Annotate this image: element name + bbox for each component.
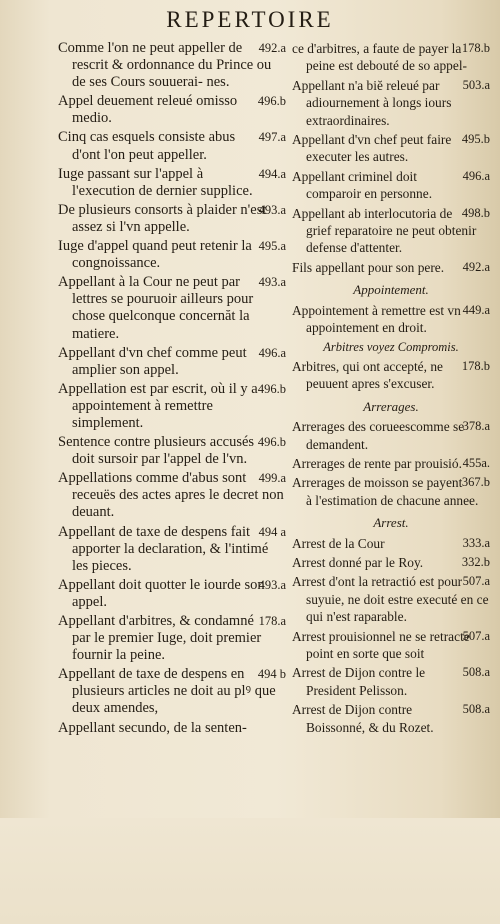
- entry-text: De plusieurs consorts à plaider n'est assez si l'vn appelle.: [58, 201, 267, 235]
- index-entry: [58, 434, 286, 468]
- page-reference: 494.a: [258, 166, 286, 181]
- page-reference: 493.a: [258, 577, 286, 592]
- page-reference: 496.a: [462, 168, 490, 183]
- page-reference: 495.a: [258, 239, 286, 254]
- page-reference: 499.a: [258, 471, 286, 486]
- entry-text: Appellant ab interlocutoria de grief reparatoire ne peut obtenir defense d'attenter.: [292, 205, 477, 256]
- index-entry: [58, 613, 286, 664]
- index-entry: [292, 205, 490, 257]
- page-reference: 496.a: [258, 345, 286, 360]
- index-entry: [58, 202, 286, 236]
- index-entry: [58, 274, 286, 342]
- page-reference: 495.b: [461, 132, 490, 147]
- index-entry: [58, 381, 286, 432]
- arbitres-cross-reference: [292, 339, 490, 356]
- page-reference: 508.a: [462, 665, 490, 680]
- page-reference: 496.b: [257, 381, 286, 396]
- entry-text: Comme l'on ne peut appeller de rescrit & ordonnance du Prince ou de ses Cours souuerai- nes.: [58, 40, 272, 91]
- page-reference: 378.a: [462, 419, 490, 434]
- index-entry: [58, 40, 286, 91]
- index-entry: [58, 470, 286, 521]
- page-reference: 492.a: [258, 41, 286, 55]
- entry-text: Appellant d'vn chef comme peut amplier son appel.: [58, 344, 247, 378]
- index-entry: [292, 418, 490, 453]
- entry-text: Appellant doit quotter le iourde son appel.: [58, 576, 265, 610]
- right-column: [292, 40, 490, 738]
- page-reference: 494 b: [257, 667, 286, 682]
- entry-text: Appellant n'a biĕ releué par adiournement à longs iours extraordinaires.: [292, 77, 452, 128]
- entry-text: Appellant d'vn chef peut faire executer les autres.: [292, 132, 452, 165]
- index-entry: [58, 577, 286, 611]
- arrest-entries: [292, 535, 490, 736]
- arbitres-entries: [292, 358, 490, 393]
- index-entry: [58, 720, 286, 737]
- entry-text: Arrerages de moisson se payent à l'estimation de chacune annee.: [292, 475, 479, 508]
- entry-text: Appel deuement releué omisso medio.: [58, 93, 238, 127]
- index-entry: [58, 238, 286, 272]
- section-heading-arrerages: Arrerages.: [363, 398, 419, 414]
- entry-text: Arrerages de rente par prouisió.: [292, 455, 462, 471]
- arbitres-note-target: Compromis.: [397, 339, 459, 354]
- index-entry: [292, 573, 490, 625]
- entry-text: Arbitres, qui ont accepté, ne peuuent apres s'excuser.: [292, 358, 443, 392]
- entry-text: Appellations comme d'abus sont receuës des actes apres le decret non deuant.: [58, 470, 284, 521]
- entry-text: Arrest d'ont la retractió est pour suyuie, ne doit estre executé en ce qui n'est raparable.: [292, 574, 489, 625]
- page-reference: 493.a: [258, 275, 286, 290]
- page-reference: 497.a: [258, 130, 286, 145]
- entry-text: Appellant à la Cour ne peut par lettres se pouruoir ailleurs pour chose quelconque concernăt la matiere.: [58, 274, 254, 342]
- entry-text: Appellant de taxe de despens fait apporter la declaration, & l'intimé les pieces.: [58, 523, 269, 574]
- entry-text: Appointement à remettre est vn appointement en droit.: [292, 302, 461, 336]
- entry-text: Appellant secundo, de la senten-: [58, 719, 247, 736]
- index-entry: [58, 166, 286, 200]
- index-entry: [58, 666, 286, 717]
- index-entry: [292, 701, 490, 736]
- index-entry: [292, 455, 490, 472]
- entry-text: Appellant de taxe de despens en plusieurs articles ne doit au plꝰ que deux amendes,: [58, 666, 276, 717]
- left-column: [58, 40, 286, 739]
- page-reference: 496.b: [257, 94, 286, 109]
- page-reference: 332.b: [461, 554, 490, 569]
- section-heading-appointement: Appointement.: [353, 282, 429, 298]
- entry-text: Appellant d'arbitres, & condamné par le premier Iuge, doit premier fournir la peine.: [58, 613, 262, 664]
- page-reference: 494 a: [258, 524, 286, 539]
- index-entry: [58, 345, 286, 379]
- entry-text: Arrest prouisionnel ne se retracte point en sorte que soit: [292, 628, 470, 661]
- index-entry: [292, 40, 490, 75]
- index-entry: [58, 524, 286, 575]
- index-entry: [292, 664, 490, 699]
- page-reference: 493.a: [258, 202, 286, 217]
- page-reference: 498.b: [461, 205, 490, 220]
- entry-text: Arrest de Dijon contre le President Pelisson.: [292, 665, 426, 698]
- page-reference: 496.b: [257, 435, 286, 450]
- page-reference: 367.b: [461, 475, 490, 490]
- page-reference: 492.a: [462, 259, 490, 274]
- page-reference: 507.a: [462, 574, 490, 589]
- page-bottom-margin: [0, 818, 500, 924]
- entry-text: Cinq cas esquels consiste abus d'ont l'on peut appeller.: [58, 129, 236, 163]
- index-entry: [292, 131, 490, 166]
- index-entry: [292, 535, 490, 552]
- arbitres-note-text: Arbitres voyez: [323, 339, 395, 354]
- appointement-entries: [292, 302, 490, 337]
- running-head: REPERTOIRE: [166, 7, 334, 32]
- page-reference: 503.a: [462, 77, 490, 92]
- entry-text: Arrest donné par le Roy.: [292, 554, 424, 570]
- index-entry: [292, 302, 490, 337]
- page-reference: 178.a: [258, 614, 286, 628]
- entry-text: Arrerages des corueescomme se demandent.: [292, 419, 465, 452]
- page-reference: 455a.: [462, 455, 490, 470]
- page-reference: 507.a: [462, 628, 490, 643]
- index-entry: [58, 129, 286, 163]
- entry-text: Arrest de Dijon contre Boissonné, & du Rozet.: [292, 702, 434, 735]
- page-reference: 508.a: [462, 702, 490, 717]
- index-entry: [292, 168, 490, 203]
- entry-text: Sentence contre plusieurs accusés doit sursoir par l'appel de l'vn.: [58, 434, 255, 468]
- entry-text: Iuge passant sur l'appel à l'execution de dernier supplice.: [58, 165, 253, 199]
- page-reference: 333.a: [462, 535, 490, 550]
- entry-text: Iuge d'appel quand peut retenir la congnoissance.: [58, 238, 252, 272]
- entry-text: Appellation est par escrit, où il y a appointement à remettre simplement.: [58, 380, 258, 431]
- entry-text: Fils appellant pour son pere.: [292, 259, 445, 275]
- page-reference: 178.b: [461, 41, 490, 55]
- index-entry: [292, 77, 490, 129]
- index-entry: [58, 93, 286, 127]
- entry-text: Arrest de la Cour: [292, 535, 385, 551]
- index-entry: [292, 259, 490, 276]
- entry-text: Appellant criminel doit comparoir en personne.: [292, 168, 433, 202]
- index-entry: [292, 628, 490, 663]
- page-reference: 449.a: [462, 302, 490, 317]
- arrerages-entries: [292, 418, 490, 509]
- right-top-entries: [292, 40, 490, 276]
- section-heading-arrest: Arrest.: [373, 515, 409, 531]
- index-entry: [292, 474, 490, 509]
- page-reference: 178.b: [461, 358, 490, 373]
- index-entry: [292, 554, 490, 571]
- index-entry: [292, 358, 490, 393]
- entry-text: ce d'arbitres, a faute de payer la peine est debouté de so appel-: [292, 41, 468, 74]
